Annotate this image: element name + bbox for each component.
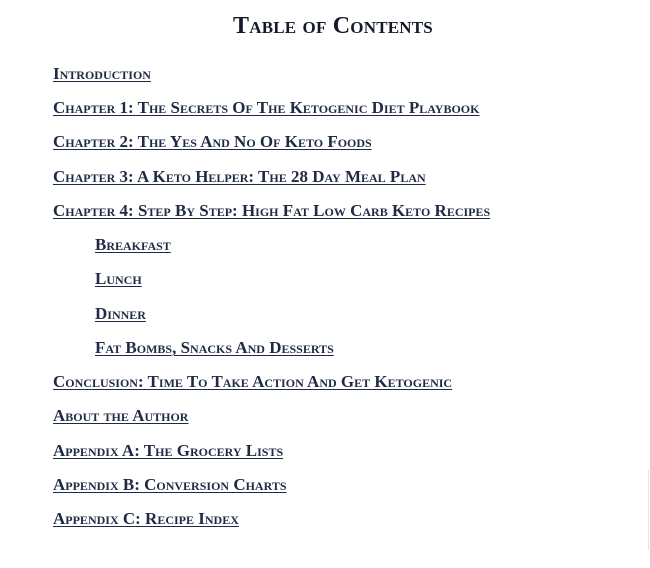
toc-link-chapter-4[interactable]: Chapter 4: Step By Step: High Fat Low Carb Keto Recipes xyxy=(53,201,491,220)
toc-entry-appendix-c xyxy=(53,509,239,529)
toc-entry-chapter-4 xyxy=(53,201,490,221)
toc-link-about-author[interactable]: About the Author xyxy=(53,406,189,425)
toc-entry-appendix-a xyxy=(53,441,283,461)
toc-entry-chapter-1 xyxy=(53,98,479,118)
toc-link-chapter-1[interactable]: Chapter 1: The Secrets Of The Ketogenic Diet Playbook xyxy=(53,98,480,117)
toc-link-chapter-2[interactable]: Chapter 2: The Yes And No Of Keto Foods xyxy=(53,132,372,151)
toc-entry-about-author xyxy=(53,406,188,426)
toc-link-appendix-b[interactable]: Appendix B: Conversion Charts xyxy=(53,475,287,494)
toc-entry-chapter-2 xyxy=(53,132,372,152)
toc-link-conclusion[interactable]: Conclusion: Time To Take Action And Get Ketogenic xyxy=(53,372,453,391)
toc-entry-breakfast xyxy=(95,235,171,255)
toc-link-lunch[interactable]: Lunch xyxy=(95,269,142,288)
toc-link-dinner[interactable]: Dinner xyxy=(95,304,146,323)
toc-entry-dinner xyxy=(95,304,146,324)
toc-entry-conclusion xyxy=(53,372,452,392)
toc-link-fat-bombs[interactable]: Fat Bombs, Snacks And Desserts xyxy=(95,338,334,357)
toc-link-introduction[interactable]: Introduction xyxy=(53,64,151,83)
toc-title: Table of Contents xyxy=(233,13,433,39)
toc-entry-chapter-3 xyxy=(53,167,426,187)
toc-link-chapter-3[interactable]: Chapter 3: A Keto Helper: The 28 Day Meal Plan xyxy=(53,167,426,186)
toc-entry-fat-bombs xyxy=(95,338,334,358)
toc-entry-introduction xyxy=(53,64,151,84)
toc-link-breakfast[interactable]: Breakfast xyxy=(95,235,171,254)
toc-entry-appendix-b xyxy=(53,475,287,495)
toc-entry-lunch xyxy=(95,269,142,289)
toc-link-appendix-c[interactable]: Appendix C: Recipe Index xyxy=(53,509,239,528)
toc-link-appendix-a[interactable]: Appendix A: The Grocery Lists xyxy=(53,441,284,460)
page-edge-divider xyxy=(648,470,649,550)
